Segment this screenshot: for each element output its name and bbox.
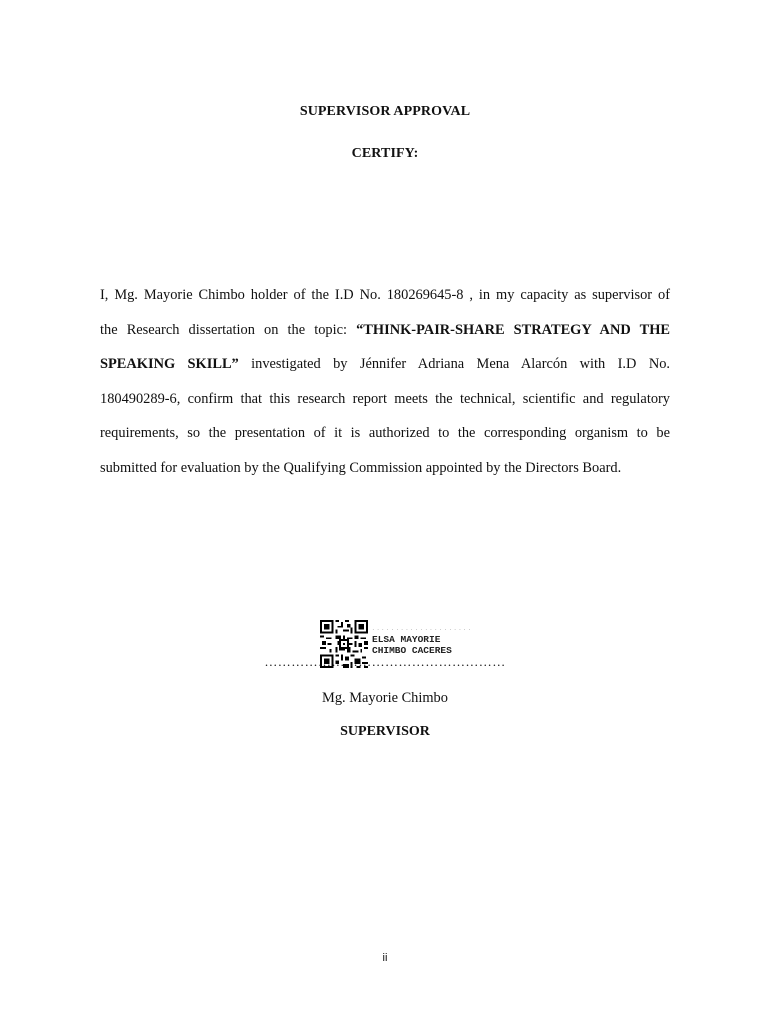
signature-caption: · · · · · · · · · · · · · · · · · · · · · [372, 627, 471, 632]
supervisor-role: SUPERVISOR [340, 724, 430, 739]
signer-name-line-2: CHIMBO CACERES [372, 645, 452, 656]
page-number: ii [382, 952, 388, 964]
supervisor-name: Mg. Mayorie Chimbo [322, 690, 448, 706]
paragraph-line-2-text: the Research dissertation on the topic: [100, 321, 357, 338]
paragraph-line-5: requirements, so the presentation of it is authorized to the corresponding organism to be [100, 425, 670, 442]
thesis-title-part-2: SPEAKING SKILL” [100, 356, 239, 373]
paragraph-line-3 [100, 347, 670, 382]
page-title: SUPERVISOR APPROVAL [299, 104, 471, 119]
signer-name [372, 634, 452, 656]
certify-heading: CERTIFY: [351, 146, 419, 161]
signature-line: ……………………………………………… [264, 654, 506, 669]
approval-paragraph [100, 278, 670, 486]
signer-name-line-1: ELSA MAYORIE [372, 634, 441, 645]
paragraph-line-2 [100, 313, 670, 348]
paragraph-line-4: 180490289-6, confirm that this research report meets the technical, scientific and regulatory [100, 390, 670, 407]
thesis-title-part-1: “THINK-PAIR-SHARE STRATEGY AND THE [356, 321, 670, 338]
paragraph-line-3-text: investigated by Jénnifer Adriana Mena Alarcón with I.D No. [238, 356, 670, 373]
paragraph-line-1: I, Mg. Mayorie Chimbo holder of the I.D No. 180269645-8 , in my capacity as supervisor of [100, 287, 670, 303]
paragraph-line-6: submitted for evaluation by the Qualifying Commission appointed by the Directors Board. [100, 459, 622, 476]
